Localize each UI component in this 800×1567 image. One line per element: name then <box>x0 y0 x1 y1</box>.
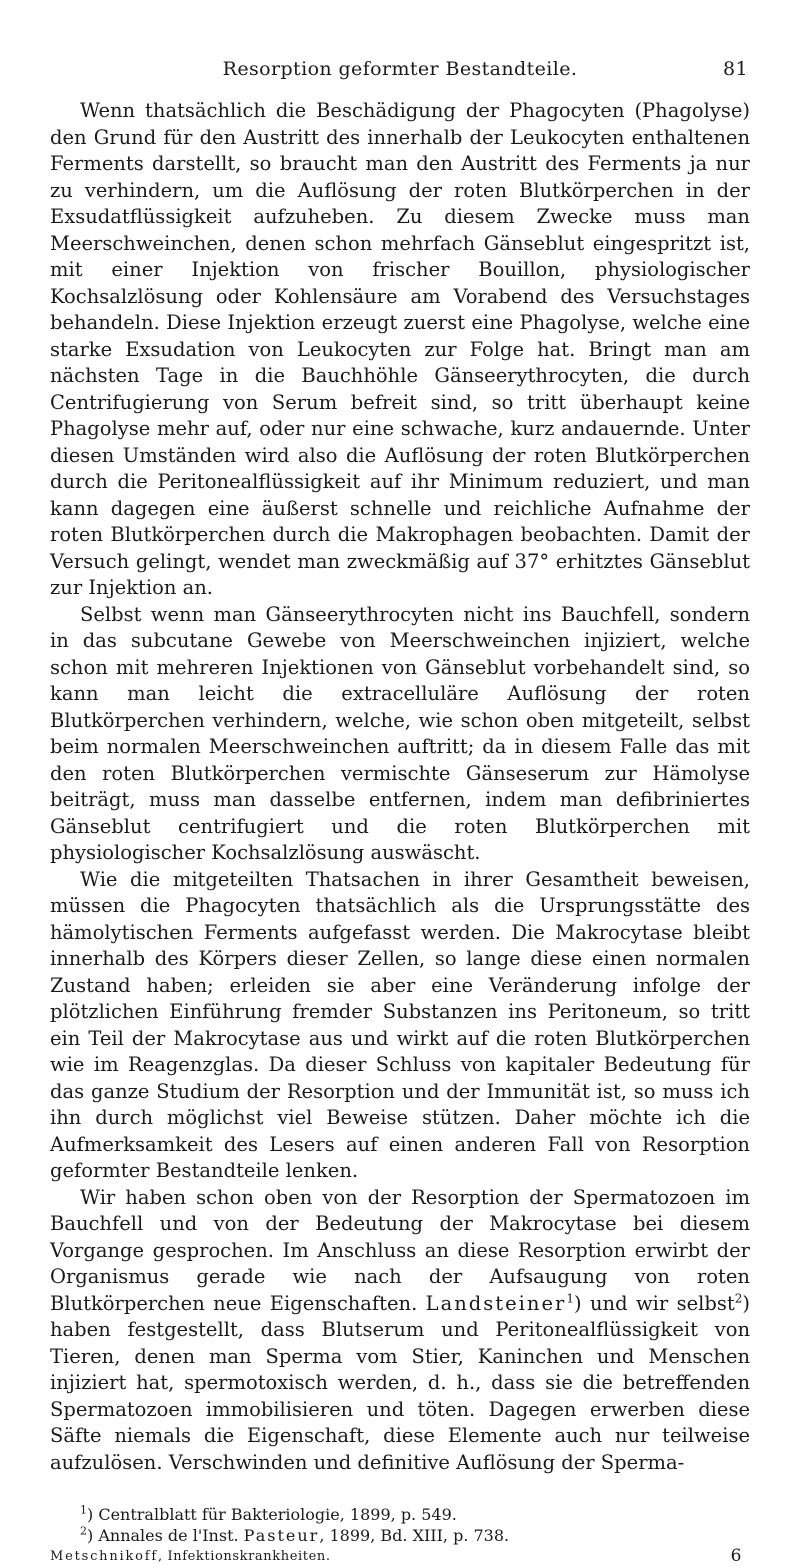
book-page <box>50 58 750 1566</box>
author-name-landsteiner: Landsteiner <box>425 1291 567 1315</box>
body-text <box>50 98 750 1476</box>
footnote-text: ) Centralblatt für Bakteriologie, 1899, p. 549. <box>87 1505 457 1524</box>
footnote-ref: 1 <box>566 1291 574 1305</box>
sheet-number: 6 <box>730 1546 742 1566</box>
signature-line <box>50 1546 750 1566</box>
footnote-text: , 1899, Bd. XIII, p. 738. <box>319 1526 510 1545</box>
running-head <box>50 58 750 86</box>
paragraph-text: ) und wir selbst <box>573 1291 735 1315</box>
footnote-mark: 1 <box>80 1503 87 1517</box>
footnote <box>50 1504 750 1525</box>
paragraph-text: Wir haben schon oben von der Resorption der Spermatozoen im Bauchfell und von der Bedeutung der Makrocytase bei diesem Vorgange gesprochen. Im Anschluss an diese Resorption erwirbt der Organismus gerade wie nach der Aufsaugung von roten Blutkörperchen neue Eigenschaften. <box>50 1185 750 1315</box>
footnote-text: ) Annales de l'Inst. <box>87 1526 244 1545</box>
page-number: 81 <box>723 58 748 80</box>
paragraph: Selbst wenn man Gänseerythrocyten nicht ins Bauchfell, sondern in das subcutane Gewebe von Meerschweinchen injiziert, welche schon mit mehreren Injektionen von Gänseblut vorbehandelt sind, so kann man leicht die extracelluläre Auflösung der roten Blutkörperchen verhindern, welche, wie schon oben mitgeteilt, selbst beim normalen Meerschweinchen auftritt; da in diesem Falle das mit den roten Blutkörperchen vermischte Gänseserum zur Hämolyse beiträgt, muss man dasselbe entfernen, indem man defibriniertes Gänseblut centrifugiert und die roten Blutkörperchen mit physiologischer Kochsalzlösung auswäscht. <box>50 602 750 864</box>
paragraph: Wenn thatsächlich die Beschädigung der Phagocyten (Phagolyse) den Grund für den Austritt des innerhalb der Leukocyten enthaltenen Ferments darstellt, so braucht man den Austritt des Ferments ja nur zu verhindern, um die Auflösung der roten Blutkörperchen in der Exsudatflüssigkeit aufzuheben. Zu diesem Zwecke muss man Meerschweinchen, denen schon mehrfach Gänseblut eingespritzt ist, mit einer Injektion von frischer Bouillon, physiologischer Kochsalzlösung oder Kohlensäure am Vorabend des Versuchstages behandeln. Diese Injektion erzeugt zuerst eine Phagolyse, welche eine starke Exsudation von Leukocyten zur Folge hat. Bringt man am nächsten Tage in die Bauchhöhle Gänseerythrocyten, die durch Centrifugierung von Serum befreit sind, so tritt überhaupt keine Phagolyse mehr auf, oder nur eine schwache, kurz andauernde. Unter diesen Umständen wird also die Auflösung der roten Blutkörperchen durch die Peritonealflüssigkeit auf ihr Minimum reduziert, und man kann dagegen eine äußerst schnelle und reichliche Aufnahme der roten Blutkörperchen durch die Makrophagen beobachten. Damit der Versuch gelingt, wendet man zweckmäßig auf 37° erhitztes Gänseblut zur Injektion an. <box>50 99 750 599</box>
paragraph: Wie die mitgeteilten Thatsachen in ihrer Gesamtheit beweisen, müssen die Phagocyten thatsächlich als die Ursprungsstätte des hämolytischen Ferments aufgefasst werden. Die Makrocytase bleibt innerhalb des Körpers dieser Zellen, so lange diese einen normalen Zustand haben; erleiden sie aber eine Veränderung infolge der plötzlichen Einführung fremder Substanzen ins Peritoneum, so tritt ein Teil der Makrocytase aus und wirkt auf die roten Blutkörperchen wie im Reagenzglas. Da dieser Schluss von kapitaler Bedeutung für das ganze Studium der Resorption und der Immunität ist, so muss ich ihn durch möglichst viel Beweise stützen. Daher möchte ich die Aufmerksamkeit des Lesers auf einen anderen Fall von Resorption geformter Bestandteile lenken. <box>50 867 750 1182</box>
footnote <box>50 1525 750 1546</box>
paragraph-last <box>50 1185 750 1477</box>
footnotes <box>50 1504 750 1566</box>
footnote-mark: 2 <box>80 1524 87 1538</box>
footer-work: , Infektionskrankheiten. <box>158 1549 331 1564</box>
paragraph-text: ) haben festgestellt, dass Blutserum und Peritonealflüssigkeit von Tieren, denen man Sperma vom Stier, Kaninchen und Menschen injiziert hat, spermotoxisch werden, d. h., dass sie die betreffenden Spermatozoen immobilisieren und töten. Dagegen erwerben diese Säfte niemals die Eigenschaft, diese Elemente auch nur teilweise aufzulösen. Verschwinden und definitive Auflösung der Sperma- <box>50 1291 750 1474</box>
running-title: Resorption geformter Bestandteile. <box>222 58 578 80</box>
footnote-name: Pasteur <box>243 1526 320 1545</box>
footer-author: Metschnikoff <box>50 1549 159 1564</box>
footnote-ref: 2 <box>734 1291 743 1305</box>
